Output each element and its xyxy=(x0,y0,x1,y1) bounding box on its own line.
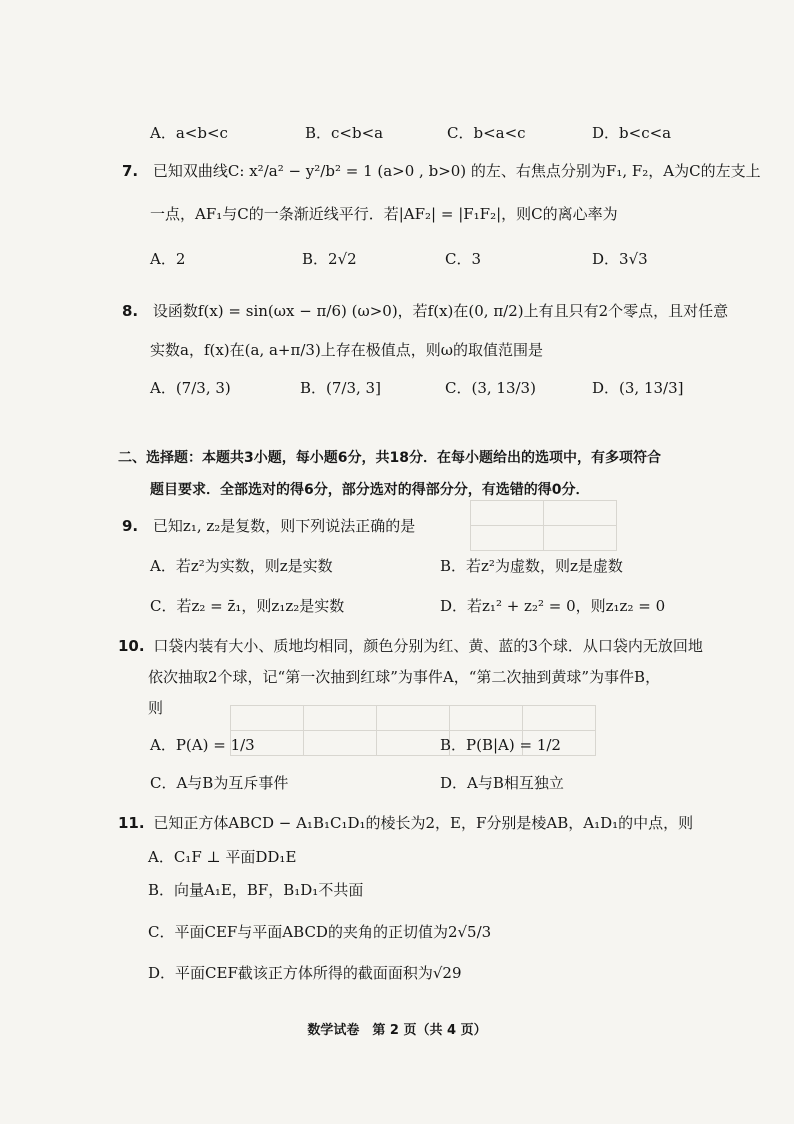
q10-option-c: C．A与B为互斥事件 xyxy=(150,774,289,792)
q8-option-d: D．(3, 13/3] xyxy=(592,379,684,397)
q7-stem-1: 已知双曲线C: x²/a² − y²/b² = 1 (a>0 , b>0) 的左、右焦点分别为F₁, F₂，A为C的左支上 xyxy=(152,162,761,180)
section-2-instructions: 题目要求．全部选对的得6分，部分选对的得部分分，有选错的得0分． xyxy=(150,482,590,498)
q10-option-d: D．A与B相互独立 xyxy=(440,774,564,792)
q9-stem: 已知z₁, z₂是复数，则下列说法正确的是 xyxy=(152,517,416,535)
q9-option-d: D．若z₁² + z₂² = 0，则z₁z₂ = 0 xyxy=(440,597,666,615)
q9-number: 9. xyxy=(122,517,139,535)
q6-option-c: C．b<a<c xyxy=(447,124,526,142)
q11-stem: 已知正方体ABCD − A₁B₁C₁D₁的棱长为2，E，F分别是棱AB，A₁D₁的中点，则 xyxy=(153,814,694,832)
q11-option-b: B．向量A₁E，BF，B₁D₁不共面 xyxy=(148,881,364,899)
q10-line-3: 则 xyxy=(148,699,164,717)
q9-option-b: B．若z²为虚数，则z是虚数 xyxy=(440,557,623,575)
q8-option-c: C．(3, 13/3) xyxy=(445,379,536,397)
q10-number: 10. xyxy=(118,637,145,655)
q6-option-d: D．b<c<a xyxy=(592,124,672,142)
q7-option-a: A．2 xyxy=(150,250,186,268)
section-2-heading: 二、选择题：本题共3小题，每小题6分，共18分．在每小题给出的选项中，有多项符合 xyxy=(118,450,661,466)
q11-option-c: C．平面CEF与平面ABCD的夹角的正切值为2√5/3 xyxy=(148,923,492,941)
q10-option-b: B．P(B|A) = 1/2 xyxy=(440,736,561,754)
q8-option-b: B．(7/3, 3] xyxy=(300,379,381,397)
q9-option-c: C．若z₂ = z̄₁，则z₁z₂是实数 xyxy=(150,597,345,615)
q10-stem-1: 口袋内装有大小、质地均相同，颜色分别为红、黄、蓝的3个球．从口袋内无放回地 xyxy=(153,637,703,655)
q8-stem-1: 设函数f(x) = sin(ωx − π/6) (ω>0)，若f(x)在(0, π/2)上有且只有2个零点，且对任意 xyxy=(152,302,729,320)
q7-line-2: 一点，AF₁与C的一条渐近线平行．若|AF₂| = |F₁F₂|，则C的离心率为 xyxy=(150,205,618,223)
bleed-through-table xyxy=(470,500,617,551)
q10-option-a: A．P(A) = 1/3 xyxy=(150,736,255,754)
q8-number: 8. xyxy=(122,302,139,320)
q8-line-1 xyxy=(122,301,728,321)
q7-option-d: D．3√3 xyxy=(592,250,648,268)
q6-option-b: B．c<b<a xyxy=(305,124,384,142)
q10-line-2: 依次抽取2个球，记“第一次抽到红球”为事件A，“第二次抽到黄球”为事件B， xyxy=(148,668,661,686)
q10-line-1 xyxy=(118,636,703,656)
q11-option-d: D．平面CEF截该正方体所得的截面面积为√29 xyxy=(148,964,462,982)
q11-option-a: A．C₁F ⊥ 平面DD₁E xyxy=(148,848,297,866)
q8-option-a: A．(7/3, 3) xyxy=(150,379,231,397)
q9-option-a: A．若z²为实数，则z是实数 xyxy=(150,557,333,575)
q7-option-b: B．2√2 xyxy=(302,250,357,268)
q7-number: 7. xyxy=(122,162,139,180)
q7-option-c: C．3 xyxy=(445,250,482,268)
q9-line-1 xyxy=(122,516,415,536)
q6-option-a: A．a<b<c xyxy=(150,124,228,142)
q11-number: 11. xyxy=(118,814,145,832)
q7-line-1 xyxy=(122,161,761,181)
q8-line-2: 实数a，f(x)在(a, a+π/3)上存在极值点，则ω的取值范围是 xyxy=(150,341,544,359)
page-footer: 数学试卷 第 2 页（共 4 页） xyxy=(307,1023,487,1038)
q11-line-1 xyxy=(118,813,693,833)
